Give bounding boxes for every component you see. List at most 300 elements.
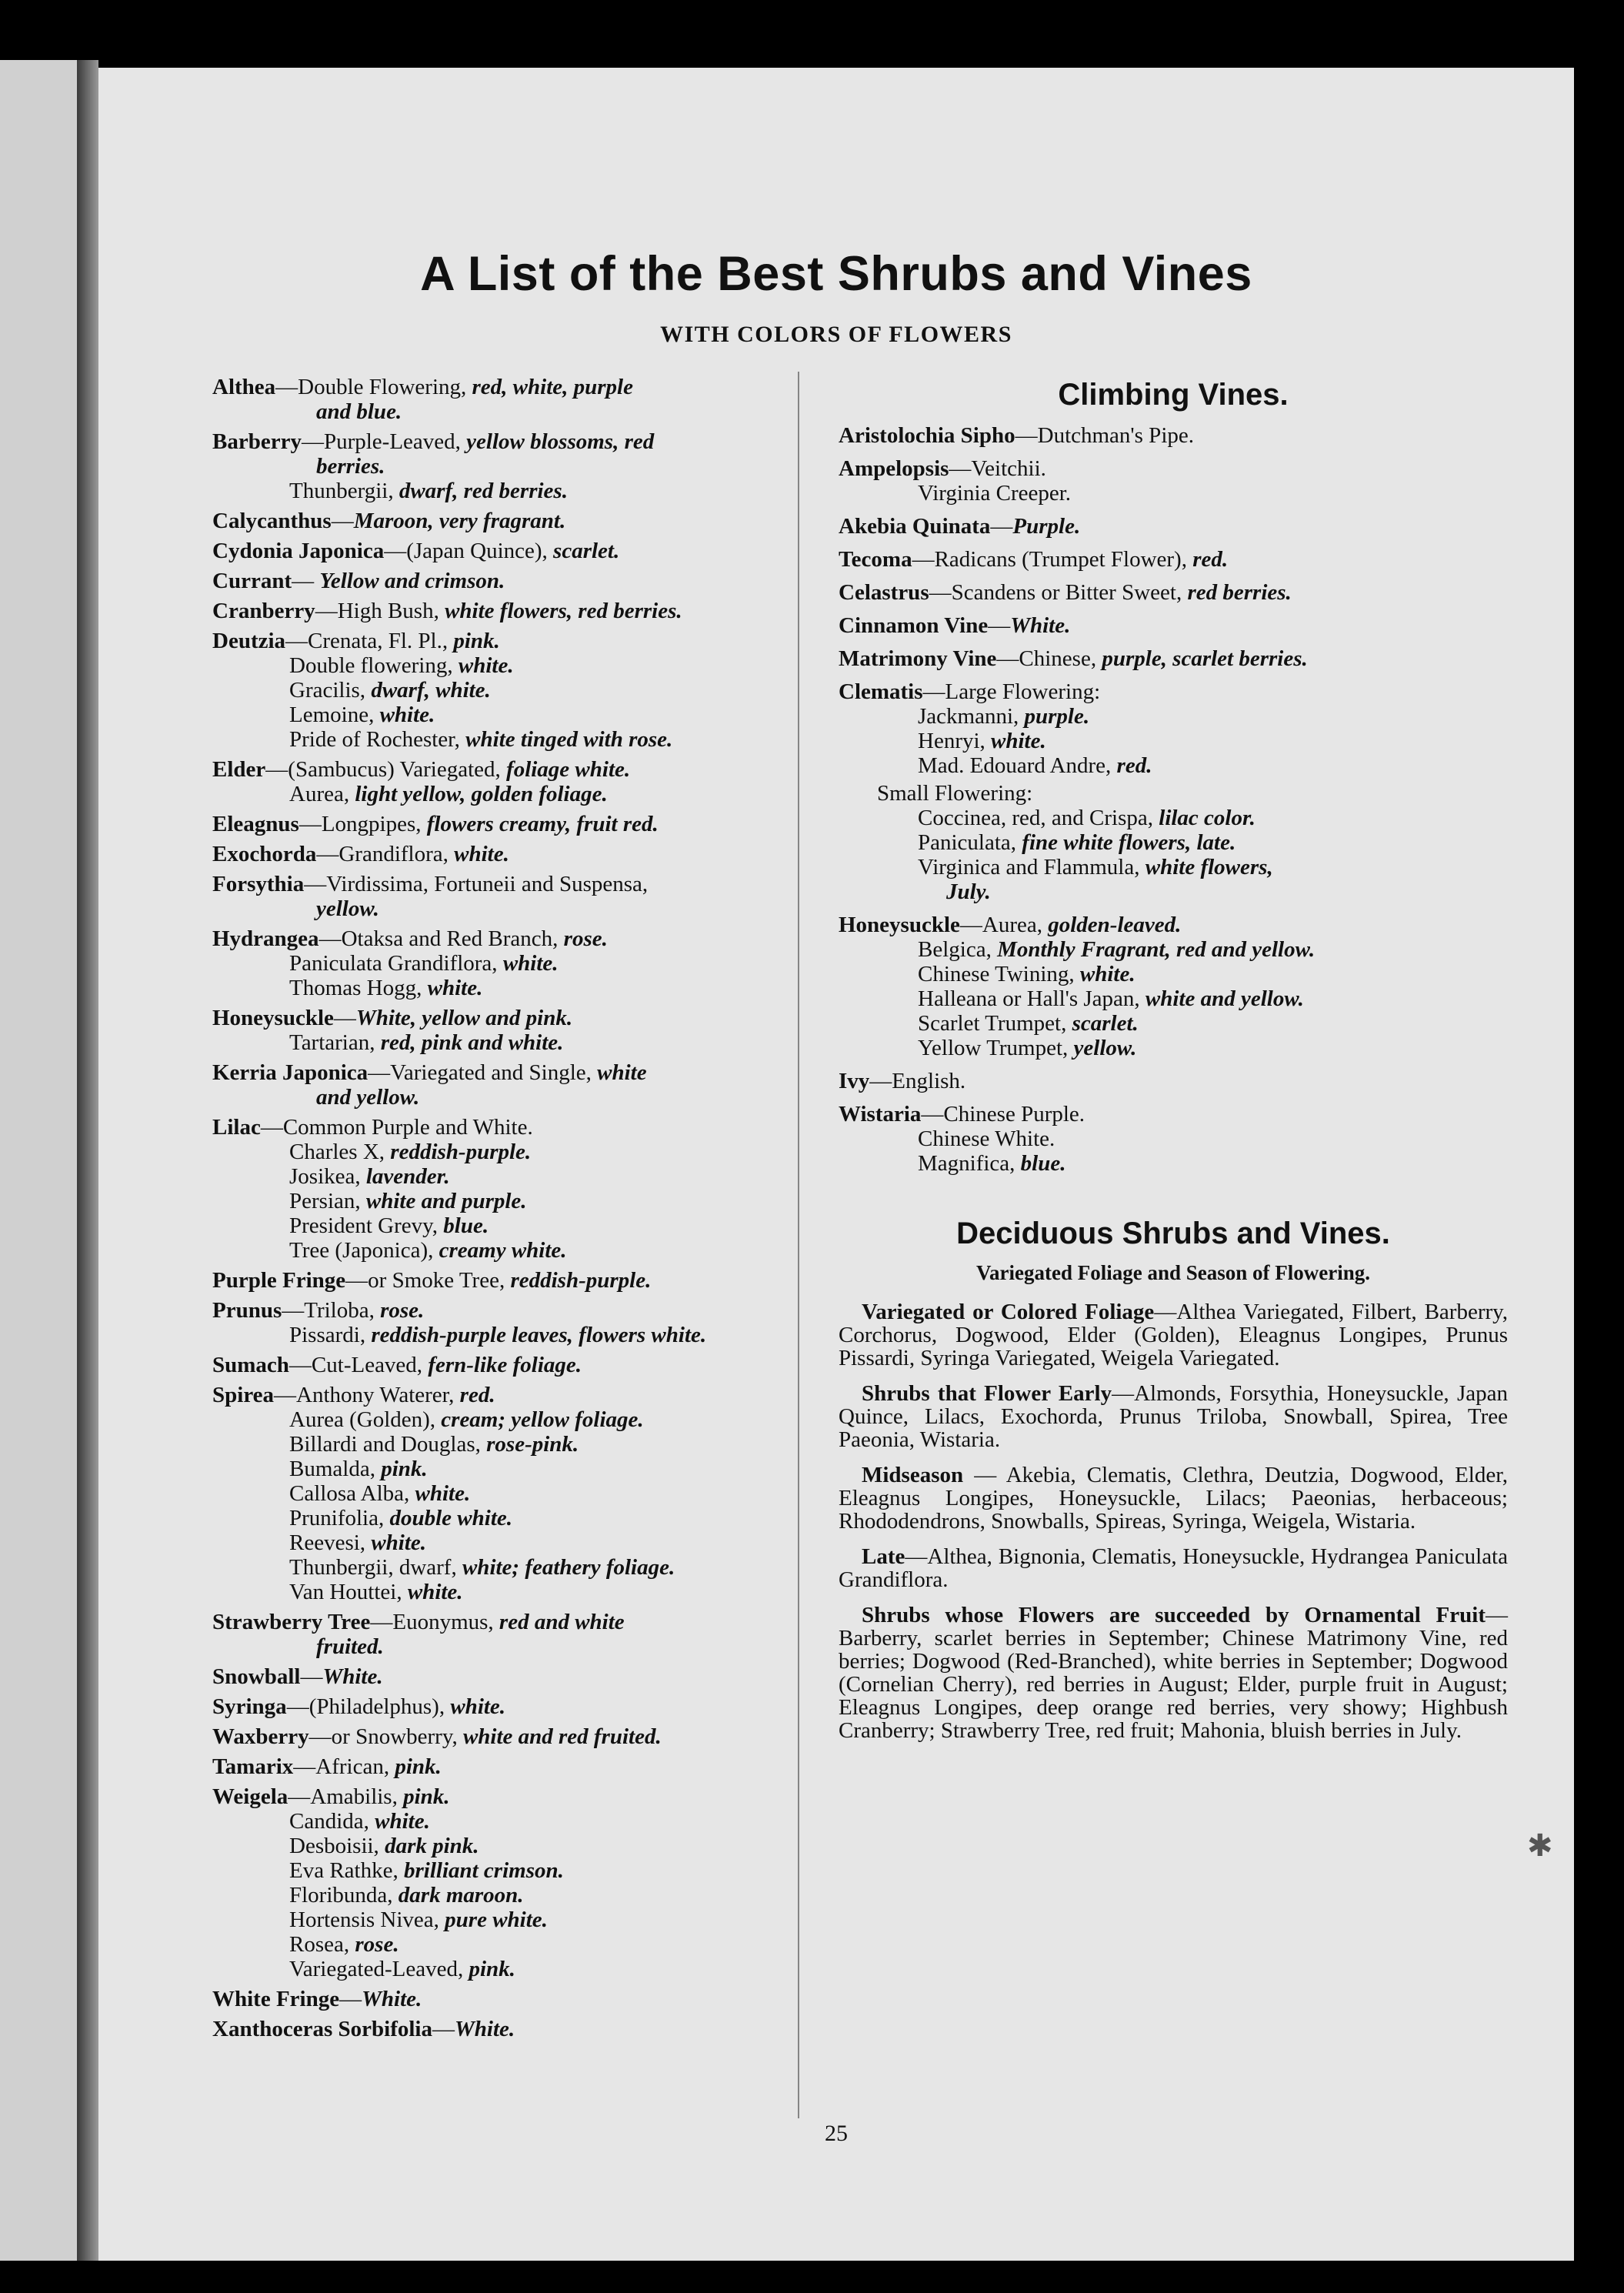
plant-desc: — [292,569,320,593]
variety-name: Candida, [289,1809,375,1834]
plant-name: Celastrus [839,580,929,605]
plant-desc: —Longpipes, [298,812,427,836]
plant-color: July. [946,879,991,904]
facing-page-edge [0,60,77,2261]
variety-color: white; feathery foliage. [462,1555,675,1580]
variety-line [212,653,874,678]
variety-color: pink. [469,1957,515,1981]
plant-name: Purple Fringe [212,1268,346,1293]
plant-entry [212,1268,874,1293]
plant-desc: —(Japan Quince), [384,539,554,563]
variety-color: red, pink and white. [380,1030,564,1055]
variety-name: Virginia Creeper. [918,481,1072,506]
variety-name: Pride of Rochester, [289,727,466,752]
variety-color: blue. [443,1213,489,1238]
season-paragraph [839,1545,1508,1591]
plant-desc: —Amabilis, [288,1784,404,1809]
plant-name: Exochorda [212,842,317,866]
plant-color: red, white, purple [472,375,633,399]
plant-desc: —Triloba, [282,1298,381,1323]
variety-color: white. [407,1580,463,1604]
plant-entry [212,757,874,782]
variety-color: white. [375,1809,430,1834]
variety-name: Variegated-Leaved, [289,1957,469,1981]
plant-entry [212,429,874,454]
plant-desc: — [990,514,1013,539]
entry-continuation [839,879,1508,904]
plant-desc: —Grandiflora, [316,842,455,866]
plant-desc: — [331,509,354,533]
plant-name: Xanthoceras Sorbifolia [212,2017,432,2041]
plant-desc: — [300,1664,323,1689]
plant-desc: —Veitchii. [949,456,1046,481]
plant-name: Honeysuckle [839,913,960,937]
variety-color: dwarf, white. [371,678,491,703]
plant-color: white flowers, red berries. [445,599,682,623]
page-title: A List of the Best Shrubs and Vines [420,247,1252,301]
variety-line [212,678,874,703]
variety-line [212,782,874,806]
plant-desc: —English. [869,1069,966,1093]
plant-desc: —(Sambucus) Variegated, [265,757,507,782]
plant-desc: —Variegated and Single, [368,1060,598,1085]
variety-color: white. [379,703,435,727]
variety-color: dark maroon. [398,1883,524,1907]
plant-color: fern-like foliage. [428,1353,582,1377]
plant-entry [212,2017,874,2041]
plant-color: berries. [316,454,385,479]
variety-line [212,1407,874,1432]
variety-name: Thunbergii, dwarf, [289,1555,462,1580]
plant-color: White. [454,2017,515,2041]
shrubs-list [212,369,874,2041]
plant-entry [212,1383,874,1407]
plant-color: yellow blossoms, red [466,429,655,454]
variety-name: Floribunda, [289,1883,398,1907]
variety-line [839,830,1508,855]
paragraph-lead: Shrubs that Flower Early [862,1381,1112,1406]
season-paragraph [839,1464,1508,1533]
plant-entry [839,423,1508,448]
plant-entry [212,1754,874,1779]
paragraph-text: — Akebia, Clematis, Clethra, Deutzia, Dogwood, Elder, Eleagnus Longipes, Honeysuckle, Lilacs; Paeonias, herbaceous; Rhododendrons, Snowballs, Spireas, Syringa, Weigela, Wistaria. [839,1463,1508,1534]
paragraph-lead: Variegated or Colored Foliage [862,1300,1155,1324]
entry-continuation [212,399,874,424]
paragraph-text: —Almonds, Forsythia, Honeysuckle, Japan Quince, Lilacs, Exochorda, Prunus Triloba, Snowball, Spirea, Tree Paeonia, Wistaria. [839,1381,1508,1452]
plant-entry [839,613,1508,638]
season-paragraph [839,1604,1508,1742]
plant-name: White Fringe [212,1987,340,2011]
variety-line [839,937,1508,962]
plant-color: red. [459,1383,495,1407]
variety-line [212,1530,874,1555]
plant-name: Akebia Quinata [839,514,991,539]
variety-line [212,1323,874,1347]
variety-color: pure white. [445,1907,548,1932]
entry-continuation [212,454,874,479]
plant-entry [839,580,1508,605]
variety-line [839,855,1508,879]
plant-name: Currant [212,569,292,593]
plant-color: rose. [563,926,608,951]
variety-line [212,1834,874,1858]
variety-line [839,729,1508,753]
plant-desc: —Chinese, [996,646,1102,671]
plant-entry [839,1069,1508,1093]
variety-line [212,951,874,976]
variety-name: Lemoine, [289,703,380,727]
variety-color: white flowers, [1145,855,1273,879]
variety-name: Henryi, [918,729,992,753]
variety-line [212,1580,874,1604]
variety-name: Reevesi, [289,1530,372,1555]
variety-name: Coccinea, red, and Crispa, [918,806,1159,830]
climbing-vines-heading: Climbing Vines. [1058,378,1289,412]
variety-color: dark pink. [385,1834,479,1858]
variety-color: lilac color. [1159,806,1256,830]
variety-name: Gracilis, [289,678,372,703]
plant-color: red and white [499,1610,625,1634]
plant-entry [839,514,1508,539]
variety-name: Scarlet Trumpet, [918,1011,1072,1036]
climbing-vines-list [839,423,1508,1176]
variety-line [212,727,874,752]
group-line [839,781,1508,806]
variety-color: yellow. [1073,1036,1137,1060]
plant-name: Clematis [839,679,923,704]
variety-color: rose. [355,1932,399,1957]
variety-name: Yellow Trumpet, [918,1036,1074,1060]
plant-desc: —Radicans (Trumpet Flower), [912,547,1193,572]
season-paragraph [839,1300,1508,1370]
variety-name: Tree (Japonica), [289,1238,439,1263]
plant-name: Calycanthus [212,509,332,533]
plant-color: flowers creamy, fruit red. [426,812,659,836]
plant-desc: —Virdissima, Fortuneii and Suspensa, [304,872,649,896]
plant-name: Tamarix [212,1754,294,1779]
variety-name: President Grevy, [289,1213,444,1238]
plant-desc: —Double Flowering, [275,375,472,399]
plant-name: Hydrangea [212,926,319,951]
plant-desc: —African, [293,1754,395,1779]
plant-entry [212,1115,874,1140]
variety-line [212,1957,874,1981]
plant-name: Strawberry Tree [212,1610,371,1634]
variety-name: Magnifica, [918,1151,1021,1176]
variety-color: white. [1079,962,1135,986]
plant-color: yellow. [316,896,379,921]
plant-color: pink. [453,629,500,653]
variety-color: light yellow, golden foliage. [355,782,608,806]
plant-entry [212,1298,874,1323]
deciduous-subheading: Variegated Foliage and Season of Flowering. [976,1261,1370,1284]
plant-entry [212,599,874,623]
variety-color: white. [458,653,514,678]
variety-name: Aurea, [289,782,355,806]
variety-color: purple. [1024,704,1090,729]
variety-color: brilliant crimson. [403,1858,564,1883]
paragraph-lead: Late [862,1544,905,1569]
plant-color: white. [454,842,509,866]
plant-color: and blue. [316,399,402,424]
plant-color: White. [322,1664,383,1689]
plant-desc: —or Smoke Tree, [345,1268,511,1293]
plant-name: Eleagnus [212,812,299,836]
variety-color: white and yellow. [1145,986,1304,1011]
plant-name: Ampelopsis [839,456,949,481]
variety-line [212,1238,874,1263]
variety-color: white. [415,1481,471,1506]
variety-name: Jackmanni, [918,704,1025,729]
variety-line [839,753,1508,778]
variety-color: white. [371,1530,427,1555]
variety-name: Rosea, [289,1932,355,1957]
plant-color: golden-leaved. [1048,913,1182,937]
variety-name: Thunbergii, [289,479,399,503]
plant-color: purple, scarlet berries. [1102,646,1308,671]
variety-name: Callosa Alba, [289,1481,415,1506]
variety-name: Bumalda, [289,1457,382,1481]
plant-name: Syringa [212,1694,287,1719]
variety-color: white and purple. [365,1189,527,1213]
variety-name: Virginica and Flammula, [918,855,1145,879]
variety-name: Hortensis Nivea, [289,1907,445,1932]
plant-name: Kerria Japonica [212,1060,368,1085]
book-gutter [77,60,98,2261]
variety-name: Thomas Hogg, [289,976,428,1000]
plant-name: Matrimony Vine [839,646,997,671]
right-column [839,369,1508,1754]
season-paragraph [839,1382,1508,1451]
variety-line [212,1858,874,1883]
deciduous-paragraphs [839,1300,1508,1742]
variety-name: Billardi and Douglas, [289,1432,487,1457]
page-number: 25 [825,2121,848,2146]
plant-color: White. [1010,613,1071,638]
plant-name: Althea [212,375,276,399]
page-subtitle: WITH COLORS OF FLOWERS [660,322,1012,347]
variety-line [839,1126,1508,1151]
plant-desc: — [432,2017,455,2041]
variety-line [212,1030,874,1055]
variety-line [839,1036,1508,1060]
variety-line [839,1151,1508,1176]
variety-line [212,1907,874,1932]
plant-entry [212,1353,874,1377]
variety-color: red. [1116,753,1152,778]
variety-color: scarlet. [1072,1011,1139,1036]
variety-name: Tartarian, [289,1030,381,1055]
variety-line [212,1809,874,1834]
plant-entry [212,1987,874,2011]
plant-entry [212,926,874,951]
plant-desc: —Chinese Purple. [921,1102,1085,1126]
variety-name: Desboisii, [289,1834,385,1858]
variety-name: Van Houttei, [289,1580,408,1604]
variety-name: Double flowering, [289,653,459,678]
plant-name: Forsythia [212,872,305,896]
plant-desc: —Purple-Leaved, [301,429,467,454]
variety-color: cream; yellow foliage. [441,1407,644,1432]
plant-color: red berries. [1187,580,1292,605]
paragraph-lead: Shrubs whose Flowers are succeeded by Ornamental Fruit [862,1603,1486,1627]
plant-desc: — [988,613,1011,638]
plant-name: Honeysuckle [212,1006,334,1030]
plant-name: Barberry [212,429,302,454]
variety-name: Prunifolia, [289,1506,390,1530]
variety-name: Aurea (Golden), [289,1407,442,1432]
paragraph-lead: Midseason [862,1463,964,1487]
plant-name: Lilac [212,1115,261,1140]
plant-desc: — [339,1987,362,2011]
plant-name: Cydonia Japonica [212,539,385,563]
deciduous-heading: Deciduous Shrubs and Vines. [956,1217,1390,1250]
plant-entry [212,569,874,593]
plant-color: White, yellow and pink. [355,1006,573,1030]
variety-line [212,1432,874,1457]
plant-desc: —High Bush, [315,599,445,623]
plant-entry [212,1610,874,1634]
variety-color: white. [427,976,483,1000]
plant-color: pink. [395,1754,442,1779]
plant-entry [212,812,874,836]
plant-name: Elder [212,757,266,782]
plant-name: Deutzia [212,629,286,653]
variety-line [839,806,1508,830]
plant-entry [212,1664,874,1689]
variety-name: Charles X, [289,1140,391,1164]
plant-entry [839,913,1508,937]
plant-color: white [597,1060,647,1085]
variety-name: Paniculata Grandiflora, [289,951,503,976]
plant-entry [839,646,1508,671]
variety-color: dwarf, red berries. [398,479,568,503]
variety-line [839,481,1508,506]
variety-line [212,1457,874,1481]
variety-line [212,479,874,503]
plant-entry [212,375,874,399]
plant-name: Cranberry [212,599,315,623]
variety-name: Eva Rathke, [289,1858,404,1883]
plant-entry [212,872,874,896]
plant-desc: —Anthony Waterer, [274,1383,460,1407]
variety-name: Chinese White. [918,1126,1055,1151]
plant-color: scarlet. [553,539,620,563]
plant-color: foliage white. [506,757,631,782]
plant-entry [212,1784,874,1809]
variety-color: white tinged with rose. [465,727,673,752]
plant-entry [212,1006,874,1030]
plant-name: Aristolochia Sipho [839,423,1015,448]
variety-color: lavender. [365,1164,450,1189]
variety-name: Persian, [289,1189,366,1213]
plant-entry [212,1724,874,1749]
variety-color: double white. [389,1506,513,1530]
entry-continuation [212,896,874,921]
plant-name: Weigela [212,1784,288,1809]
plant-desc: —Euonymus, [370,1610,499,1634]
variety-color: white. [991,729,1046,753]
plant-desc: — [333,1006,356,1030]
plant-name: Prunus [212,1298,282,1323]
plant-entry [212,842,874,866]
variety-color: rose-pink. [486,1432,579,1457]
plant-name: Tecoma [839,547,912,572]
variety-name: Pissardi, [289,1323,372,1347]
variety-line [839,962,1508,986]
plant-name: Snowball [212,1664,301,1689]
plant-color: Maroon, very fragrant. [353,509,566,533]
plant-color: and yellow. [316,1085,420,1110]
variety-color: Monthly Fragrant, red and yellow. [997,937,1316,962]
variety-color: creamy white. [439,1238,567,1263]
paragraph-text: —Althea, Bignonia, Clematis, Honeysuckle, Hydrangea Paniculata Grandiflora. [839,1544,1508,1592]
plant-entry [839,1102,1508,1126]
variety-color: pink. [381,1457,428,1481]
plant-desc: —Large Flowering: [922,679,1101,704]
variety-name: Chinese Twining, [918,962,1080,986]
variety-line [212,1932,874,1957]
plant-color: fruited. [316,1634,384,1659]
variety-name: Paniculata, [918,830,1022,855]
page [98,68,1574,2261]
plant-desc: —Dutchman's Pipe. [1015,423,1194,448]
plant-desc: —(Philadelphus), [286,1694,451,1719]
variety-line [212,1883,874,1907]
plant-desc: —Scandens or Bitter Sweet, [929,580,1188,605]
plant-color: white. [450,1694,506,1719]
variety-line [839,986,1508,1011]
scan-speck: ✱ [1527,1828,1553,1863]
variety-line [839,1011,1508,1036]
variety-line [212,1555,874,1580]
plant-color: red. [1192,547,1229,572]
plant-name: Cinnamon Vine [839,613,989,638]
column-divider [798,372,799,2118]
plant-entry [839,456,1508,481]
plant-color: white and red fruited. [462,1724,662,1749]
variety-line [212,976,874,1000]
plant-entry [212,1694,874,1719]
entry-continuation [212,1634,874,1659]
plant-desc: —Cut-Leaved, [288,1353,429,1377]
plant-name: Spirea [212,1383,275,1407]
plant-desc: —or Snowberry, [308,1724,463,1749]
variety-color: fine white flowers, late. [1022,830,1236,855]
plant-color: pink. [403,1784,450,1809]
plant-entry [839,679,1508,704]
variety-color: white. [502,951,559,976]
plant-entry [839,547,1508,572]
paragraph-text: —Althea Variegated, Filbert, Barberry, Corchorus, Dogwood, Elder (Golden), Eleagnus Longipes, Prunus Pissardi, Syringa Variegated, Weigela Variegated. [839,1300,1508,1370]
plant-entry [212,629,874,653]
variety-line [212,1506,874,1530]
plant-color: Yellow and crimson. [319,569,505,593]
variety-name: Halleana or Hall's Japan, [918,986,1145,1011]
group-label: Small Flowering: [877,781,1033,806]
variety-name: Josikea, [289,1164,366,1189]
plant-desc: —Aurea, [959,913,1049,937]
plant-color: rose. [380,1298,425,1323]
variety-line [839,704,1508,729]
variety-line [212,1189,874,1213]
plant-name: Sumach [212,1353,289,1377]
plant-color: Purple. [1012,514,1081,539]
variety-line [212,703,874,727]
entry-continuation [212,1085,874,1110]
plant-desc: —Crenata, Fl. Pl., [285,629,454,653]
variety-color: reddish-purple. [390,1140,532,1164]
